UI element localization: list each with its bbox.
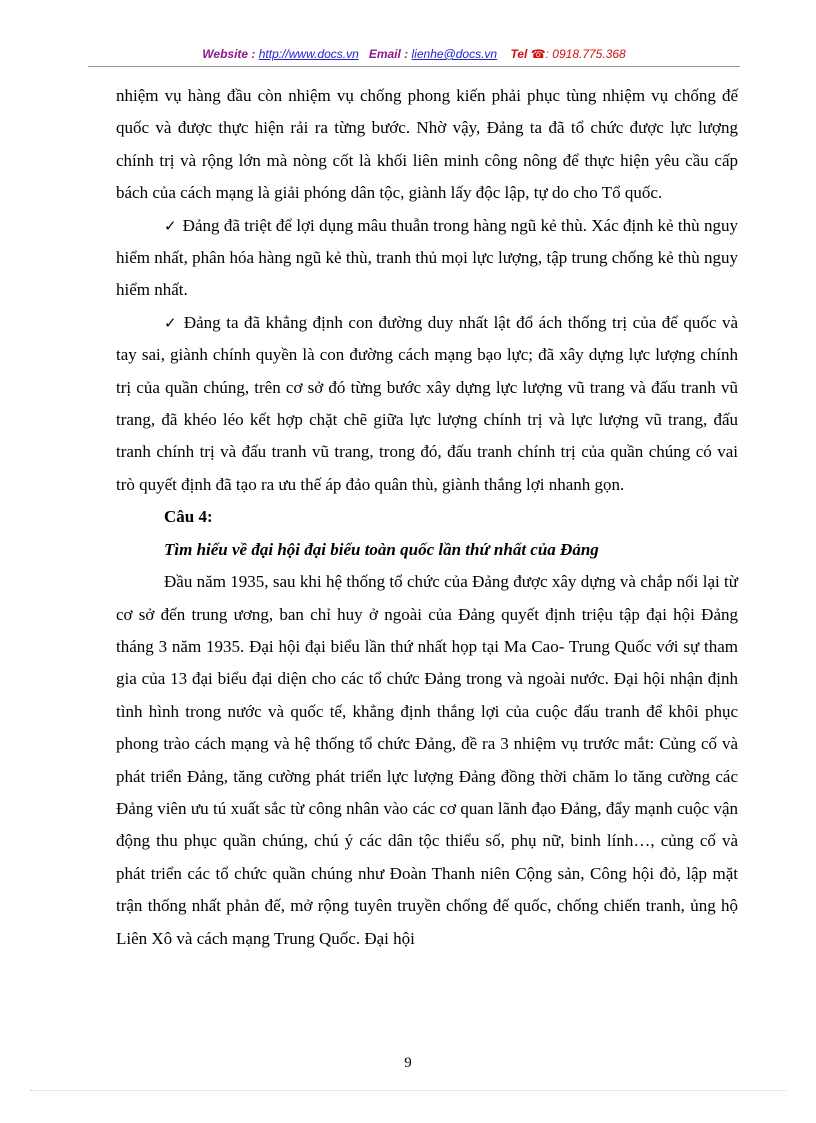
phone-icon: ☎ xyxy=(530,47,546,61)
tel-label: Tel xyxy=(510,47,528,61)
paragraph-2-text: Đảng đã triệt để lợi dụng mâu thuẫn trong hàng ngũ kẻ thù. Xác định kẻ thù nguy hiểm nhất, phân hóa hàng ngũ kẻ thù, tranh thủ mọi lực lượng, tập trung chống kẻ thù nguy hiểm nhất. xyxy=(116,215,738,300)
paragraph-4: Đầu năm 1935, sau khi hệ thống tổ chức của Đảng được xây dựng và chắp nối lại từ cơ sở đến trung ương, ban chỉ huy ở ngoài của Đảng quyết định triệu tập đại hội Đảng tháng 3 năm 1935. Đại hội đại biểu lần thứ nhất họp tại Ma Cao- Trung Quốc với sự tham gia của 13 đại biểu đại diện cho các tổ chức Đảng trong và ngoài nước. Đại hội nhận định tình hình trong nước và quốc tế, khẳng định thắng lợi của cuộc đấu tranh để khôi phục phong trào cách mạng và hệ thống tổ chức Đảng, đề ra 3 nhiệm vụ trước mắt: Củng cố và phát triển Đảng, tăng cường phát triển lực lượng Đảng đồng thời chăm lo tăng cường các Đảng viên ưu tú xuất sắc từ công nhân vào các cơ quan lãnh đạo Đảng, đẩy mạnh cuộc vận động thu phục quần chúng, chú ý các dân tộc thiểu số, phụ nữ, binh lính…, củng cố và phát triển các tổ chức quần chúng như Đoàn Thanh niên Cộng sản, Công hội đỏ, lập mặt trận thống nhất phản đế, mở rộng tuyên truyền chống đế quốc, chống chiến tranh, ủng hộ Liên Xô và cách mạng Trung Quốc. Đại hội xyxy=(116,572,738,948)
footer-divider xyxy=(30,1090,786,1091)
website-label: Website : xyxy=(202,47,256,61)
tel-value: : 0918.775.368 xyxy=(545,47,626,61)
website-link[interactable]: http://www.docs.vn xyxy=(258,47,359,61)
section-subheading: Tìm hiểu về đại hội đại biểu toàn quốc lần thứ nhất của Đảng xyxy=(164,539,599,559)
checkmark-icon: ✓ xyxy=(164,216,177,235)
header-divider xyxy=(88,66,740,67)
document-body xyxy=(116,80,738,955)
email-label: Email : xyxy=(368,47,409,61)
paragraph-2 xyxy=(116,210,738,307)
section-heading: Câu 4: xyxy=(164,507,213,527)
paragraph-3-text: Đảng ta đã khẳng định con đường duy nhất lật đổ ách thống trị của đế quốc và tay sai, giành chính quyền là con đường cách mạng bạo lực; đã xây dựng lực lượng chính trị của quần chúng, trên cơ sở đó từng bước xây dựng lực lượng vũ trang và đấu tranh vũ trang, đã khéo léo kết hợp chặt chẽ giữa lực lượng chính trị và lực lượng vũ trang, đấu tranh chính trị và đấu tranh vũ trang, trong đó, đấu tranh chính trị của quần chúng có vai trò quyết định đã tạo ra ưu thế áp đảo quân thù, giành thắng lợi nhanh gọn. xyxy=(116,312,738,494)
email-link[interactable]: lienhe@docs.vn xyxy=(411,47,498,61)
paragraph-1: nhiệm vụ hàng đầu còn nhiệm vụ chống phong kiến phải phục tùng nhiệm vụ chống đế quốc và được thực hiện rải ra từng bước. Nhờ vậy, Đảng ta đã tổ chức được lực lượng chính trị và rộng lớn mà nòng cốt là khối liên minh công nông để thực hiện yêu cầu cấp bách của cách mạng là giải phóng dân tộc, giành lấy độc lập, tự do cho Tổ quốc. xyxy=(116,86,738,203)
paragraph-3 xyxy=(116,307,738,501)
checkmark-icon: ✓ xyxy=(164,313,178,332)
page-number: 9 xyxy=(404,1055,412,1071)
page-header xyxy=(88,47,740,61)
